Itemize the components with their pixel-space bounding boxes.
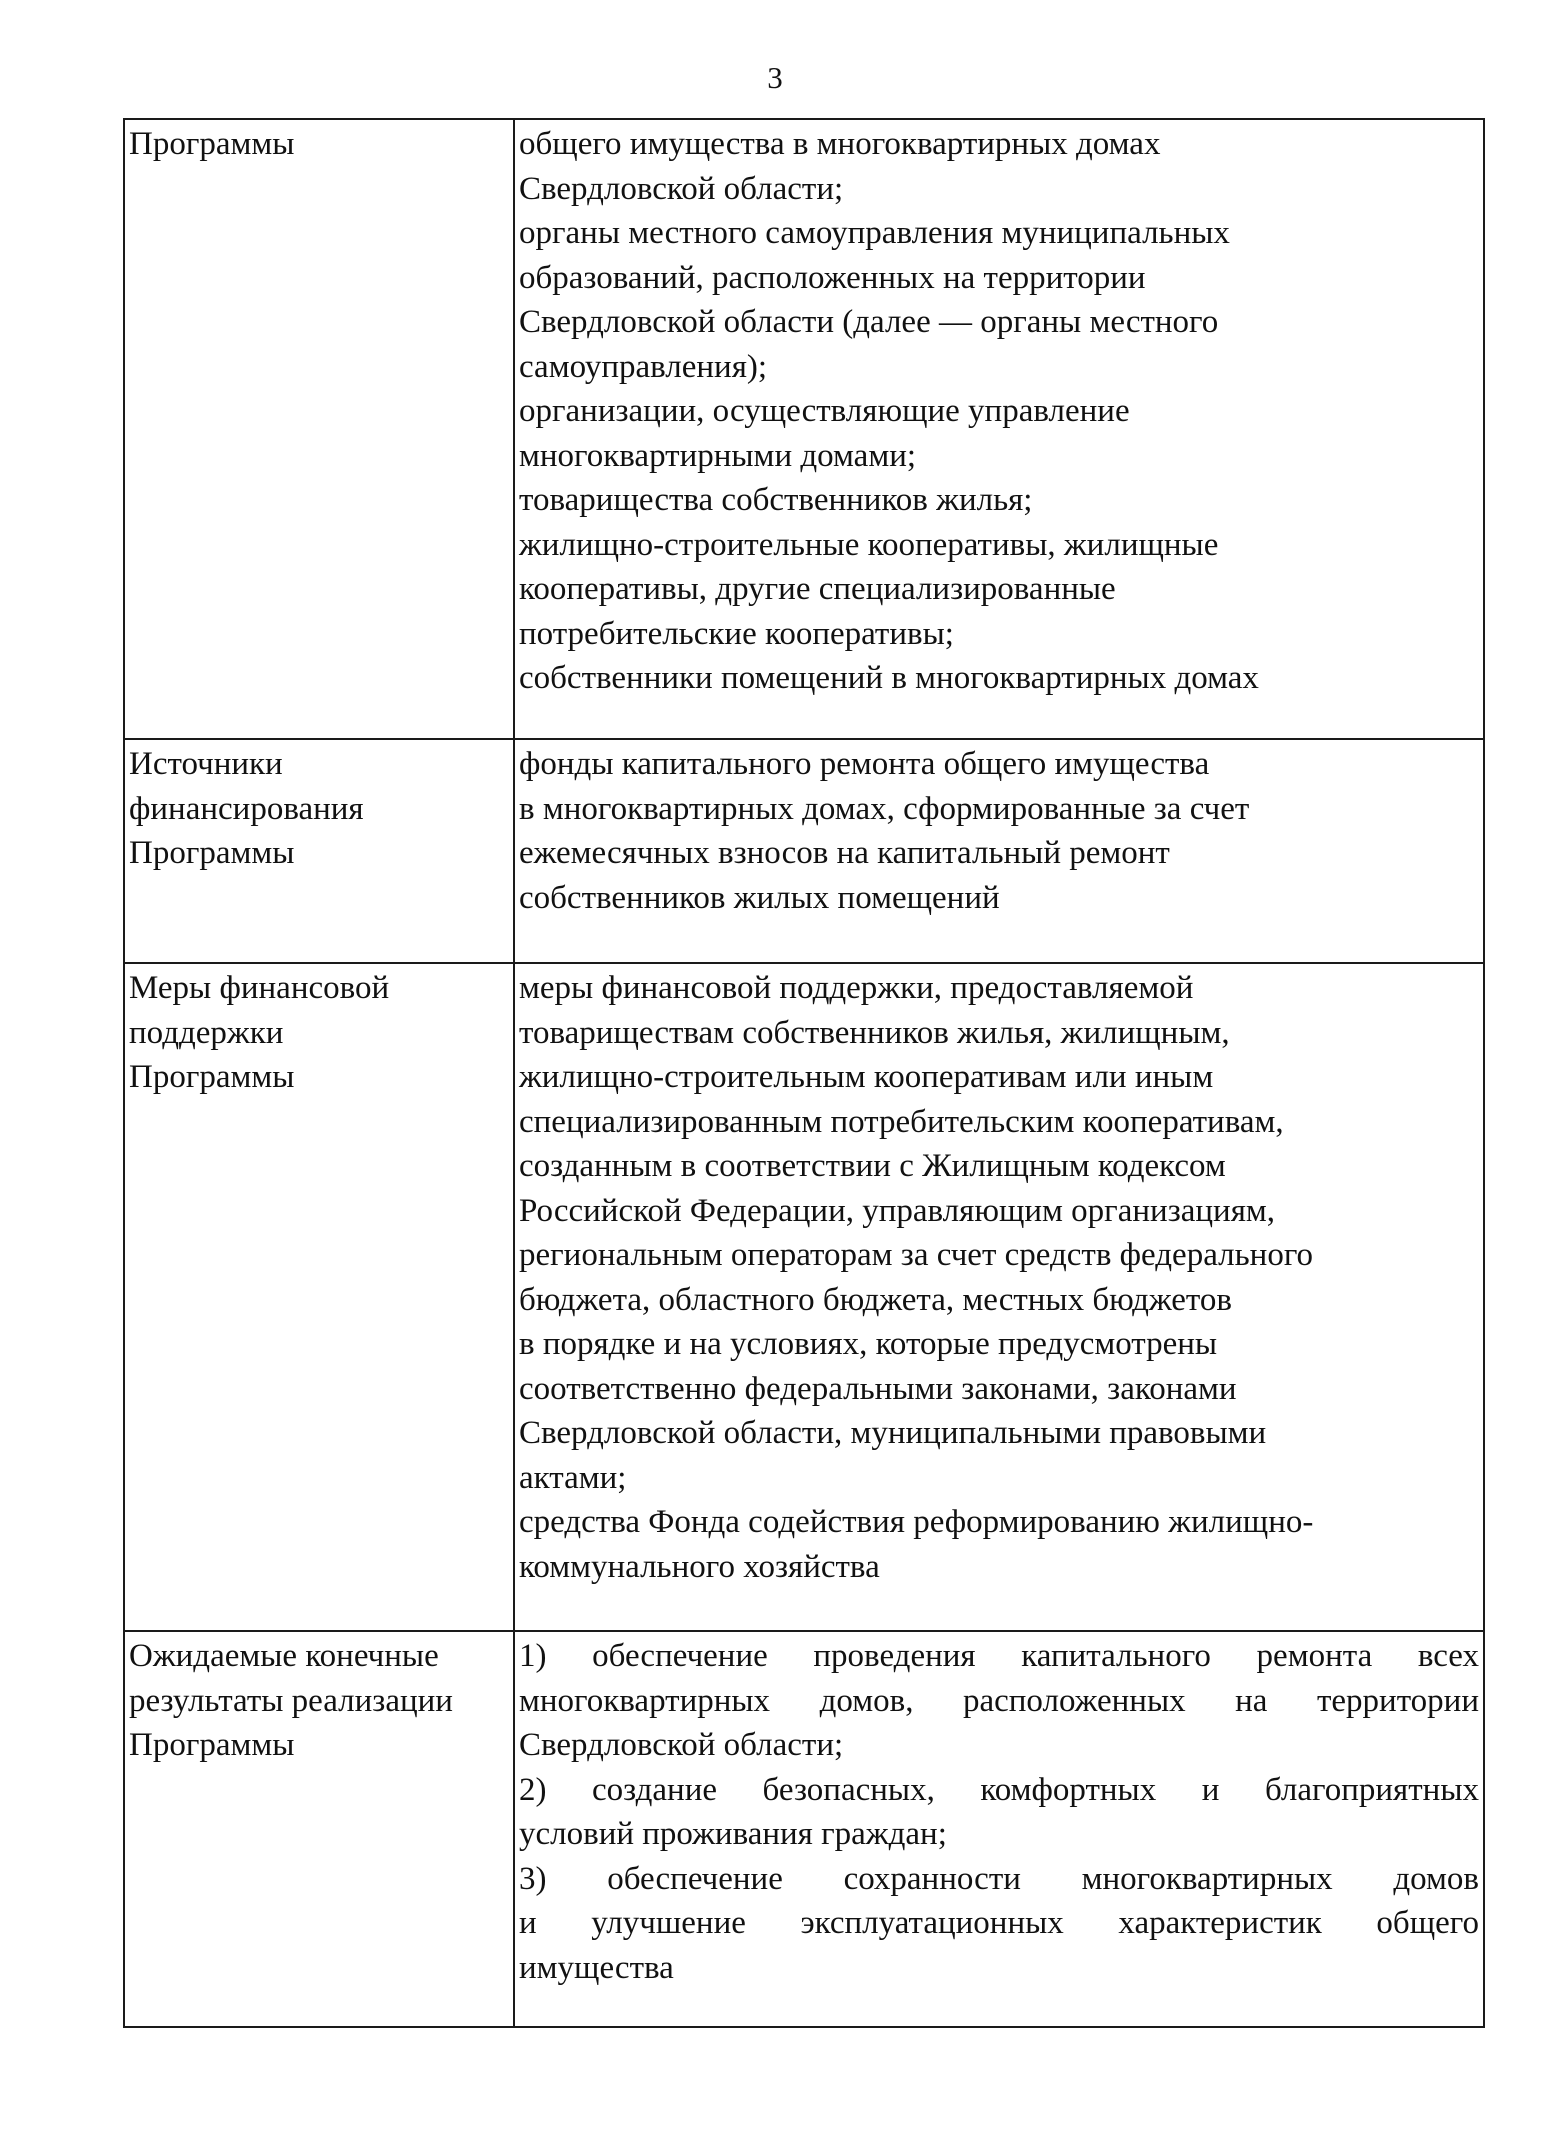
- content-line: собственники помещений в многоквартирных домах: [519, 660, 1259, 696]
- content-line: организации, осуществляющие управление: [519, 393, 1130, 429]
- content-line: ежемесячных взносов на капитальный ремонт: [519, 835, 1170, 871]
- row-label-line: Программы: [129, 835, 295, 871]
- content-line: в порядке и на условиях, которые предусмотрены: [519, 1326, 1218, 1362]
- content-line: имущества: [519, 1949, 674, 1986]
- content-line: 1) обеспечение проведения капитального ремонта всех: [519, 1638, 1479, 1674]
- row-label-line: поддержки: [129, 1014, 284, 1051]
- content-line: Свердловской области;: [519, 170, 844, 207]
- content-line: потребительские кооперативы;: [519, 615, 954, 652]
- program-passport-table: [123, 118, 1485, 2028]
- row-label-line: результаты реализации: [129, 1682, 453, 1719]
- content-line: бюджета, областного бюджета, местных бюджетов: [519, 1281, 1232, 1318]
- content-line: образований, расположенных на территории: [519, 259, 1146, 296]
- content-line: общего имущества в многоквартирных домах: [519, 126, 1161, 162]
- content-line: и улучшение эксплуатационных характеристик общего: [519, 1905, 1479, 1941]
- content-line: актами;: [519, 1459, 627, 1496]
- content-line: созданным в соответствии с Жилищным кодексом: [519, 1148, 1226, 1184]
- content-line: региональным операторам за счет средств федерального: [519, 1237, 1314, 1273]
- content-line: жилищно-строительные кооперативы, жилищные: [519, 526, 1219, 563]
- row-label-cell: [124, 1631, 514, 2027]
- content-line: в многоквартирных домах, сформированные за счет: [519, 790, 1250, 827]
- table-row: [124, 739, 1484, 963]
- content-line: коммунального хозяйства: [519, 1548, 880, 1585]
- row-content-cell: [514, 119, 1484, 739]
- content-line: товарищества собственников жилья;: [519, 482, 1033, 518]
- content-line: многоквартирных домов, расположенных на территории: [519, 1682, 1479, 1719]
- row-label-line: Источники: [129, 746, 283, 782]
- row-label-line: Меры финансовой: [129, 970, 390, 1006]
- row-label-cell: [124, 963, 514, 1631]
- table-row: [124, 963, 1484, 1631]
- table-row: [124, 119, 1484, 739]
- row-label-line: финансирования: [129, 790, 364, 827]
- content-line: специализированным потребительским кооперативам,: [519, 1103, 1284, 1140]
- row-label-line: Программы: [129, 1059, 295, 1095]
- row-label-line: Ожидаемые конечные: [129, 1638, 439, 1674]
- content-line: Свердловской области;: [519, 1727, 844, 1763]
- row-label-cell: [124, 119, 514, 739]
- content-line: 2) создание безопасных, комфортных и благоприятных: [519, 1771, 1479, 1808]
- content-line: Свердловской области (далее — органы местного: [519, 304, 1219, 340]
- content-line: Свердловской области, муниципальными правовыми: [519, 1415, 1267, 1451]
- content-line: собственников жилых помещений: [519, 879, 1000, 916]
- row-label-cell: [124, 739, 514, 963]
- row-label-line: Программы: [129, 1727, 295, 1763]
- page-number: 3: [767, 60, 783, 95]
- content-line: органы местного самоуправления муниципальных: [519, 215, 1230, 251]
- row-content-cell: [514, 1631, 1484, 2027]
- content-line: кооперативы, другие специализированные: [519, 571, 1116, 607]
- content-line: жилищно-строительным кооперативам или иным: [519, 1059, 1214, 1095]
- content-line: фонды капитального ремонта общего имущества: [519, 746, 1210, 782]
- content-line: товариществам собственников жилья, жилищным,: [519, 1014, 1230, 1051]
- content-line: самоуправления);: [519, 348, 768, 385]
- content-line: условий проживания граждан;: [519, 1816, 947, 1852]
- row-content-cell: [514, 739, 1484, 963]
- content-line: Российской Федерации, управляющим организациям,: [519, 1192, 1276, 1229]
- row-content-cell: [514, 963, 1484, 1631]
- content-line: многоквартирными домами;: [519, 437, 917, 474]
- content-line: соответственно федеральными законами, законами: [519, 1370, 1237, 1407]
- table-row: [124, 1631, 1484, 2027]
- content-line: средства Фонда содействия реформированию жилищно-: [519, 1504, 1314, 1540]
- row-label-line: Программы: [129, 126, 295, 162]
- content-line: 3) обеспечение сохранности многоквартирных домов: [519, 1860, 1479, 1897]
- content-line: меры финансовой поддержки, предоставляемой: [519, 970, 1194, 1006]
